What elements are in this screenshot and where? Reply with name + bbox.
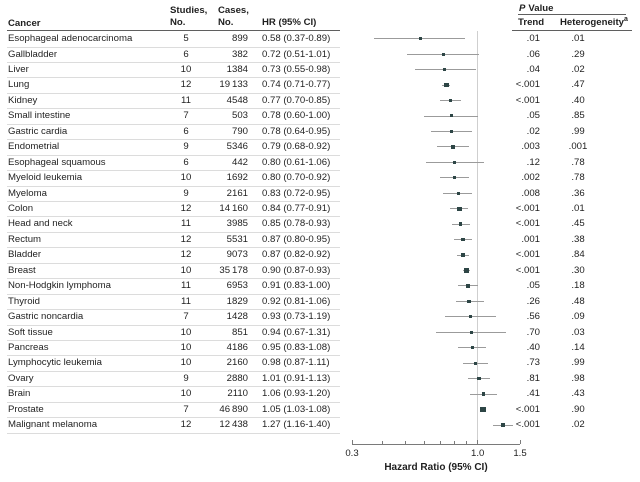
forest-marker: [419, 37, 422, 40]
forest-marker: [451, 145, 455, 149]
forest-marker: [453, 176, 456, 179]
forest-marker: [443, 68, 446, 71]
row-studies-value: 12: [180, 419, 192, 431]
row-cancer-label: Soft tissue: [8, 326, 53, 338]
row-cancer-label: Gastric cardia: [8, 125, 68, 137]
forest-marker: [461, 238, 465, 242]
row-cancer-label: Small intestine: [8, 110, 71, 122]
row-phet-value: .36: [571, 187, 585, 199]
forest-marker: [469, 315, 472, 318]
row-studies-value: 11: [181, 295, 191, 307]
row-studies-value: 10: [180, 172, 192, 183]
x-axis-tick: [382, 441, 383, 444]
x-axis-tick: [466, 441, 467, 444]
row-studies-value: 11: [181, 218, 191, 230]
row-cancer-label: Lung: [8, 79, 30, 91]
row-ptrend-value: .01: [526, 33, 540, 44]
row-phet-value: .02: [571, 63, 585, 75]
row-studies-value: 12: [180, 79, 192, 91]
row-hr-value: 0.98 (0.87-1.11): [262, 357, 330, 369]
row-cases-value: 442: [231, 156, 248, 168]
row-phet-value: .43: [571, 388, 585, 400]
row-phet-value: .01: [571, 33, 585, 44]
x-axis-tick: [405, 441, 406, 444]
row-cases-value: 46 890: [219, 403, 248, 415]
row-hr-value: 1.01 (0.91-1.13): [262, 372, 331, 384]
forest-marker: [444, 83, 449, 88]
row-studies-value: 12: [180, 202, 192, 214]
row-ptrend-value: .41: [526, 388, 540, 400]
forest-marker: [482, 392, 485, 395]
forest-marker: [457, 192, 460, 195]
row-ptrend-value: <.001: [515, 419, 540, 431]
row-studies-value: 10: [180, 388, 192, 400]
row-hr-value: 0.80 (0.70-0.92): [262, 172, 331, 183]
x-axis-tick-label: 0.3: [345, 448, 359, 459]
row-hr-value: 0.78 (0.64-0.95): [262, 125, 331, 137]
row-ptrend-value: .05: [526, 280, 540, 292]
row-hr-value: 1.27 (1.16-1.40): [262, 419, 331, 431]
row-phet-value: .45: [571, 218, 585, 230]
row-cases-value: 3985: [226, 218, 248, 230]
row-cases-value: 851: [231, 326, 248, 338]
reference-line: [477, 31, 478, 443]
row-phet-value: .14: [571, 342, 585, 353]
row-hr-value: 0.72 (0.51-1.01): [262, 48, 331, 60]
row-ptrend-value: .73: [526, 357, 540, 369]
forest-marker: [453, 161, 456, 164]
forest-marker: [470, 331, 473, 334]
row-phet-value: .99: [571, 125, 585, 137]
row-ptrend-value: <.001: [515, 403, 540, 415]
row-hr-value: 0.83 (0.72-0.95): [262, 187, 331, 199]
row-cases-value: 1428: [226, 311, 248, 323]
row-phet-value: .18: [571, 280, 585, 292]
row-cancer-label: Brain: [8, 388, 31, 400]
row-studies-value: 10: [180, 264, 192, 276]
row-cases-value: 1829: [226, 295, 248, 307]
row-cancer-label: Rectum: [8, 233, 42, 245]
x-axis-tick: [424, 441, 425, 444]
row-hr-value: 0.80 (0.61-1.06): [262, 156, 331, 168]
row-studies-value: 12: [180, 233, 192, 245]
row-hr-value: 0.85 (0.78-0.93): [262, 218, 331, 230]
x-axis-tick: [454, 441, 455, 444]
row-ptrend-value: .26: [526, 295, 540, 307]
x-axis-tick: [520, 440, 521, 445]
x-axis-line: [352, 444, 520, 445]
row-ptrend-value: .008: [521, 187, 540, 199]
row-cases-value: 790: [231, 125, 248, 137]
row-cancer-label: Kidney: [8, 94, 38, 106]
row-phet-value: .98: [571, 372, 585, 384]
row-cases-value: 2160: [226, 357, 248, 369]
row-cases-value: 1692: [226, 172, 248, 183]
row-cancer-label: Liver: [8, 63, 29, 75]
row-hr-value: 0.92 (0.81-1.06): [262, 295, 331, 307]
row-ptrend-value: .81: [526, 372, 540, 384]
row-ptrend-value: .70: [526, 326, 540, 338]
row-cases-value: 4548: [226, 94, 248, 106]
row-studies-value: 10: [180, 326, 192, 338]
row-ptrend-value: <.001: [515, 249, 540, 261]
row-cancer-label: Thyroid: [8, 295, 40, 307]
x-axis-title: Hazard Ratio (95% CI): [384, 462, 488, 473]
row-studies-value: 9: [183, 372, 189, 384]
row-studies-value: 11: [181, 280, 191, 292]
row-phet-value: .001: [568, 141, 588, 153]
row-cancer-label: Esophageal squamous: [8, 156, 106, 168]
row-hr-value: 0.91 (0.83-1.00): [262, 280, 331, 292]
row-cancer-label: Pancreas: [8, 342, 49, 353]
row-ptrend-value: .001: [521, 233, 540, 245]
row-ptrend-value: <.001: [515, 264, 540, 276]
forest-marker: [464, 268, 469, 273]
column-header-cases-line2: No.: [218, 17, 234, 28]
row-ptrend-value: <.001: [515, 94, 540, 106]
row-cancer-label: Endometrial: [8, 141, 60, 153]
row-ptrend-value: .05: [526, 110, 540, 122]
row-ptrend-value: .56: [526, 311, 540, 323]
row-phet-value: .78: [571, 172, 585, 183]
heterogeneity-label: Heterogeneity: [560, 17, 624, 28]
row-cancer-label: Lymphocytic leukemia: [8, 357, 103, 369]
forest-marker: [450, 130, 453, 133]
forest-marker: [501, 423, 505, 427]
row-studies-value: 6: [183, 156, 189, 168]
row-cancer-label: Myeloma: [8, 187, 47, 199]
row-cases-value: 503: [231, 110, 248, 122]
forest-marker: [477, 377, 481, 381]
row-ptrend-value: <.001: [515, 202, 540, 214]
row-phet-value: .02: [571, 419, 585, 431]
row-hr-value: 0.73 (0.55-0.98): [262, 63, 331, 75]
row-cancer-label: Esophageal adenocarcinoma: [8, 33, 133, 44]
row-hr-value: 1.06 (0.93-1.20): [262, 388, 331, 400]
row-phet-value: .29: [571, 48, 585, 60]
row-studies-value: 10: [180, 357, 192, 369]
row-phet-value: .90: [571, 403, 585, 415]
row-phet-value: .30: [571, 264, 585, 276]
row-hr-value: 0.87 (0.80-0.95): [262, 233, 331, 245]
pvalue-word: Value: [528, 3, 554, 14]
row-phet-value: .40: [571, 94, 585, 106]
column-header-trend: Trend: [518, 17, 545, 28]
forest-marker: [449, 99, 453, 103]
row-cancer-label: Ovary: [8, 372, 34, 384]
row-studies-value: 9: [183, 187, 189, 199]
row-hr-value: 0.84 (0.77-0.91): [262, 202, 331, 214]
x-axis-tick: [477, 440, 478, 445]
x-axis-tick: [440, 441, 441, 444]
row-ptrend-value: <.001: [515, 79, 540, 91]
row-studies-value: 6: [183, 125, 189, 137]
row-studies-value: 6: [183, 48, 189, 60]
row-separator: [7, 433, 340, 434]
forest-marker: [457, 207, 461, 211]
row-cases-value: 2880: [226, 372, 248, 384]
column-header-cancer: Cancer: [8, 18, 41, 29]
pvalue-p-letter: P: [519, 3, 526, 14]
row-studies-value: 7: [183, 403, 189, 415]
row-hr-value: 0.87 (0.82-0.92): [262, 249, 331, 261]
row-ptrend-value: .06: [526, 48, 540, 60]
row-studies-value: 7: [183, 110, 189, 122]
pvalue-header-underline: [518, 14, 626, 15]
x-axis-tick-label: 1.0: [471, 448, 485, 459]
row-ptrend-value: .02: [526, 125, 540, 137]
row-cases-value: 35 178: [219, 264, 248, 276]
forest-marker: [459, 222, 463, 226]
row-hr-value: 0.77 (0.70-0.85): [262, 94, 331, 106]
row-phet-value: .84: [571, 249, 585, 261]
row-phet-value: .85: [571, 110, 585, 122]
row-studies-value: 5: [183, 33, 189, 44]
row-cases-value: 2161: [226, 187, 248, 199]
row-studies-value: 11: [181, 94, 191, 106]
column-header-cases-line1: Cases,: [218, 5, 249, 16]
row-cancer-label: Malignant melanoma: [8, 419, 98, 431]
row-cancer-label: Head and neck: [8, 218, 73, 230]
row-ptrend-value: .12: [526, 156, 540, 168]
row-cases-value: 899: [231, 33, 248, 44]
row-ptrend-value: .04: [526, 63, 540, 75]
row-cancer-label: Colon: [8, 202, 34, 214]
row-phet-value: .47: [571, 79, 585, 91]
column-header-studies-line1: Studies,: [170, 5, 208, 16]
row-cases-value: 5531: [226, 233, 248, 245]
row-phet-value: .38: [571, 233, 585, 245]
row-cases-value: 1384: [226, 63, 248, 75]
row-cases-value: 12 438: [219, 419, 248, 431]
row-cases-value: 6953: [226, 280, 248, 292]
row-cancer-label: Prostate: [8, 403, 44, 415]
row-cancer-label: Non-Hodgkin lymphoma: [8, 280, 111, 292]
row-studies-value: 10: [180, 342, 192, 353]
row-cases-value: 9073: [226, 249, 248, 261]
heterogeneity-footnote-marker: a: [623, 15, 628, 23]
row-cases-value: 14 160: [219, 202, 248, 214]
row-studies-value: 7: [183, 311, 189, 323]
row-phet-value: .01: [571, 202, 585, 214]
column-header-studies-line2: No.: [170, 17, 186, 28]
forest-marker: [480, 407, 486, 413]
row-cancer-label: Breast: [8, 264, 36, 276]
row-hr-value: 0.93 (0.73-1.19): [262, 311, 331, 323]
row-hr-value: 0.94 (0.67-1.31): [262, 326, 331, 338]
row-hr-value: 0.95 (0.83-1.08): [262, 342, 331, 353]
row-cases-value: 5346: [226, 141, 248, 153]
row-hr-value: 1.05 (1.03-1.08): [262, 403, 331, 415]
row-cases-value: 2110: [227, 388, 248, 400]
row-cancer-label: Gastric noncardia: [8, 311, 84, 323]
row-cases-value: 4186: [226, 342, 248, 353]
row-cases-value: 19 133: [219, 79, 248, 91]
x-axis-tick-label: 1.5: [513, 448, 527, 459]
row-studies-value: 10: [180, 63, 192, 75]
row-studies-value: 9: [183, 141, 189, 153]
row-cancer-label: Gallbladder: [8, 48, 58, 60]
row-cancer-label: Bladder: [8, 249, 42, 261]
column-header-hr: HR (95% CI): [262, 17, 317, 28]
row-ptrend-value: <.001: [515, 218, 540, 230]
forest-marker: [471, 346, 475, 350]
row-phet-value: .78: [571, 156, 585, 168]
column-header-pvalue: [519, 3, 553, 14]
row-phet-value: .99: [571, 357, 585, 369]
row-hr-value: 0.78 (0.60-1.00): [262, 110, 331, 122]
row-cancer-label: Myeloid leukemia: [8, 172, 83, 183]
forest-marker: [474, 362, 477, 365]
row-ptrend-value: .002: [521, 172, 540, 183]
row-hr-value: 0.58 (0.37-0.89): [262, 33, 331, 44]
forest-marker: [466, 284, 470, 288]
row-studies-value: 12: [180, 249, 192, 261]
forest-marker: [467, 300, 470, 303]
row-hr-value: 0.79 (0.68-0.92): [262, 141, 331, 153]
row-cases-value: 382: [231, 48, 248, 60]
row-phet-value: .03: [571, 326, 585, 338]
forest-marker: [450, 114, 453, 117]
x-axis-tick: [352, 440, 353, 445]
row-ptrend-value: .40: [526, 342, 540, 353]
forest-marker: [442, 53, 445, 56]
row-hr-value: 0.90 (0.87-0.93): [262, 264, 331, 276]
row-phet-value: .48: [571, 295, 585, 307]
row-hr-value: 0.74 (0.71-0.77): [262, 79, 331, 91]
forest-marker: [461, 253, 465, 257]
row-phet-value: .09: [571, 311, 585, 323]
row-ptrend-value: .003: [521, 141, 540, 153]
column-header-heterogeneity: [560, 17, 628, 28]
